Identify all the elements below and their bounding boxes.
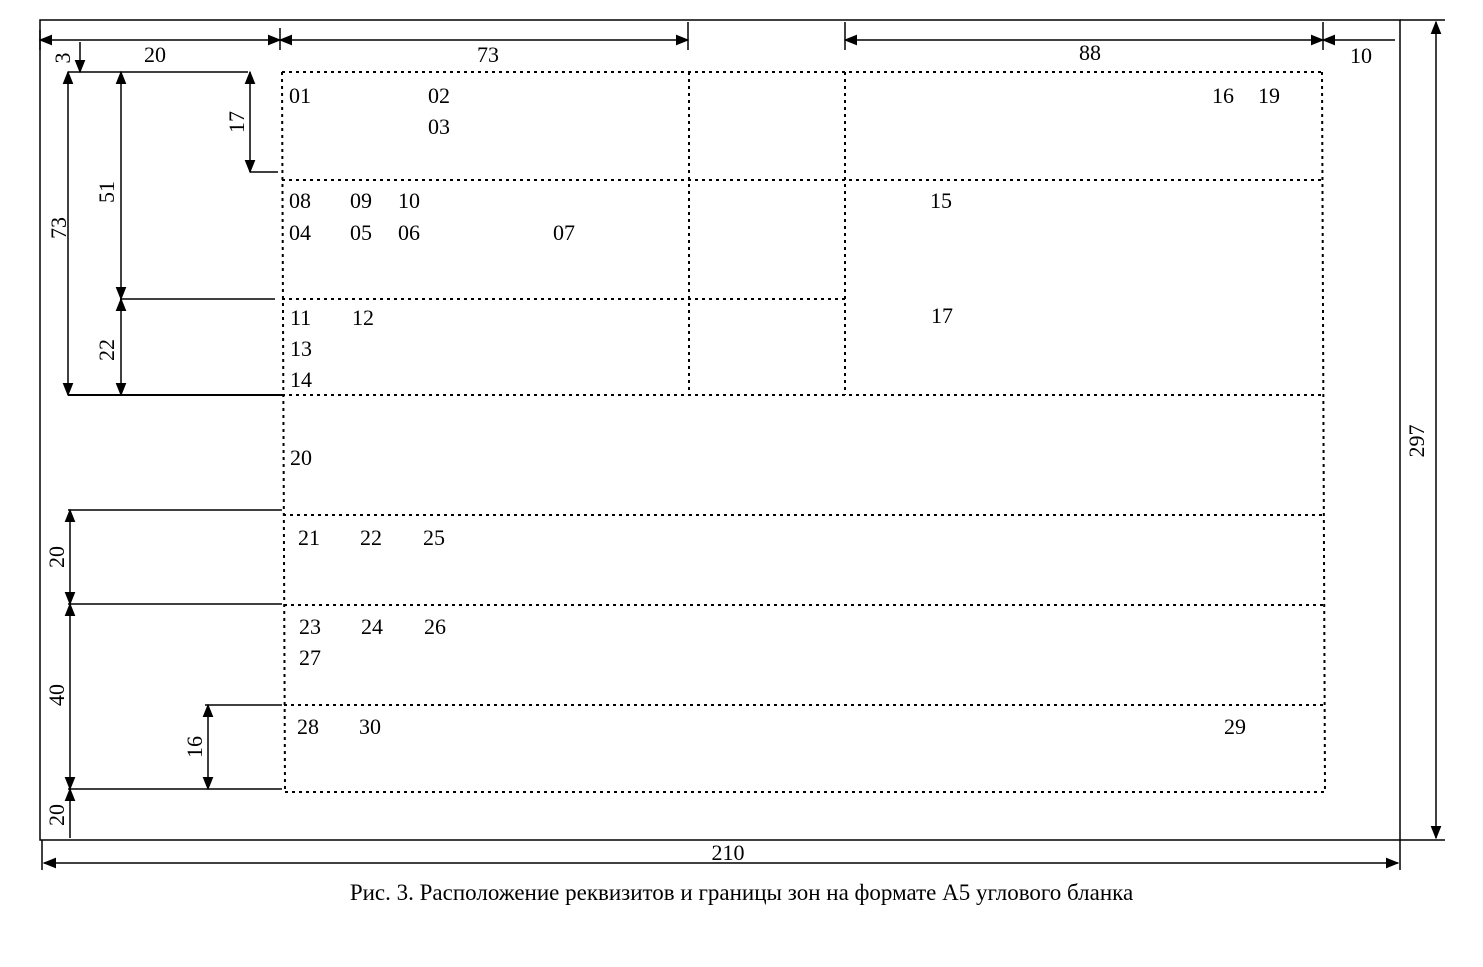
page-border (40, 20, 1400, 840)
dimension-lines (40, 20, 1445, 870)
requisite-20: 20 (290, 445, 312, 470)
requisite-14: 14 (290, 367, 312, 392)
dim-page-height: 297 (1404, 424, 1429, 458)
requisite-28: 28 (297, 714, 319, 739)
dim-top-margin: 3 (50, 52, 75, 64)
requisite-19: 19 (1258, 83, 1280, 108)
requisite-24: 24 (361, 614, 383, 639)
zone-grid (282, 72, 1325, 792)
dim-left-margin: 20 (144, 42, 166, 67)
dim-block-22: 22 (94, 339, 119, 361)
requisite-15: 15 (930, 188, 952, 213)
requisite-21: 21 (298, 525, 320, 550)
dim-upper-block-height: 51 (94, 181, 119, 203)
requisite-12: 12 (352, 305, 374, 330)
requisite-08: 08 (289, 188, 311, 213)
requisite-22: 22 (360, 525, 382, 550)
dim-zone-b-width: 88 (1079, 40, 1101, 65)
requisite-11: 11 (290, 305, 312, 330)
requisite-07: 07 (553, 220, 575, 245)
dim-row-3-height: 17 (224, 111, 249, 133)
requisite-02: 02 (428, 83, 450, 108)
requisite-30: 30 (359, 714, 381, 739)
dim-header-height: 73 (46, 217, 71, 239)
dim-block-16: 16 (182, 736, 207, 758)
requisite-27: 27 (299, 645, 321, 670)
requisite-13: 13 (290, 336, 312, 361)
requisite-03: 03 (428, 114, 450, 139)
figure-caption: Рис. 3. Расположение реквизитов и границы зон на формате А5 углового бланка (349, 880, 1134, 905)
requisite-25: 25 (423, 525, 445, 550)
requisite-16: 16 (1212, 83, 1234, 108)
requisite-01: 01 (289, 83, 311, 108)
dim-block-40: 40 (44, 684, 69, 706)
requisite-04: 04 (289, 220, 311, 245)
requisite-17: 17 (931, 303, 953, 328)
dim-right-margin: 10 (1350, 43, 1372, 68)
requisite-05: 05 (350, 220, 372, 245)
dim-block-20: 20 (44, 546, 69, 568)
requisite-23: 23 (299, 614, 321, 639)
requisite-06: 06 (398, 220, 420, 245)
dim-page-width: 210 (711, 840, 745, 865)
requisite-09: 09 (350, 188, 372, 213)
requisite-29: 29 (1224, 714, 1246, 739)
dim-bottom-margin: 20 (44, 804, 69, 826)
requisite-26: 26 (424, 614, 446, 639)
dimension-labels (44, 40, 1429, 865)
requisite-10: 10 (398, 188, 420, 213)
zone-line-right (1322, 72, 1325, 792)
requisite-numbers (289, 83, 1280, 739)
dim-zone-a-width: 73 (477, 42, 499, 67)
